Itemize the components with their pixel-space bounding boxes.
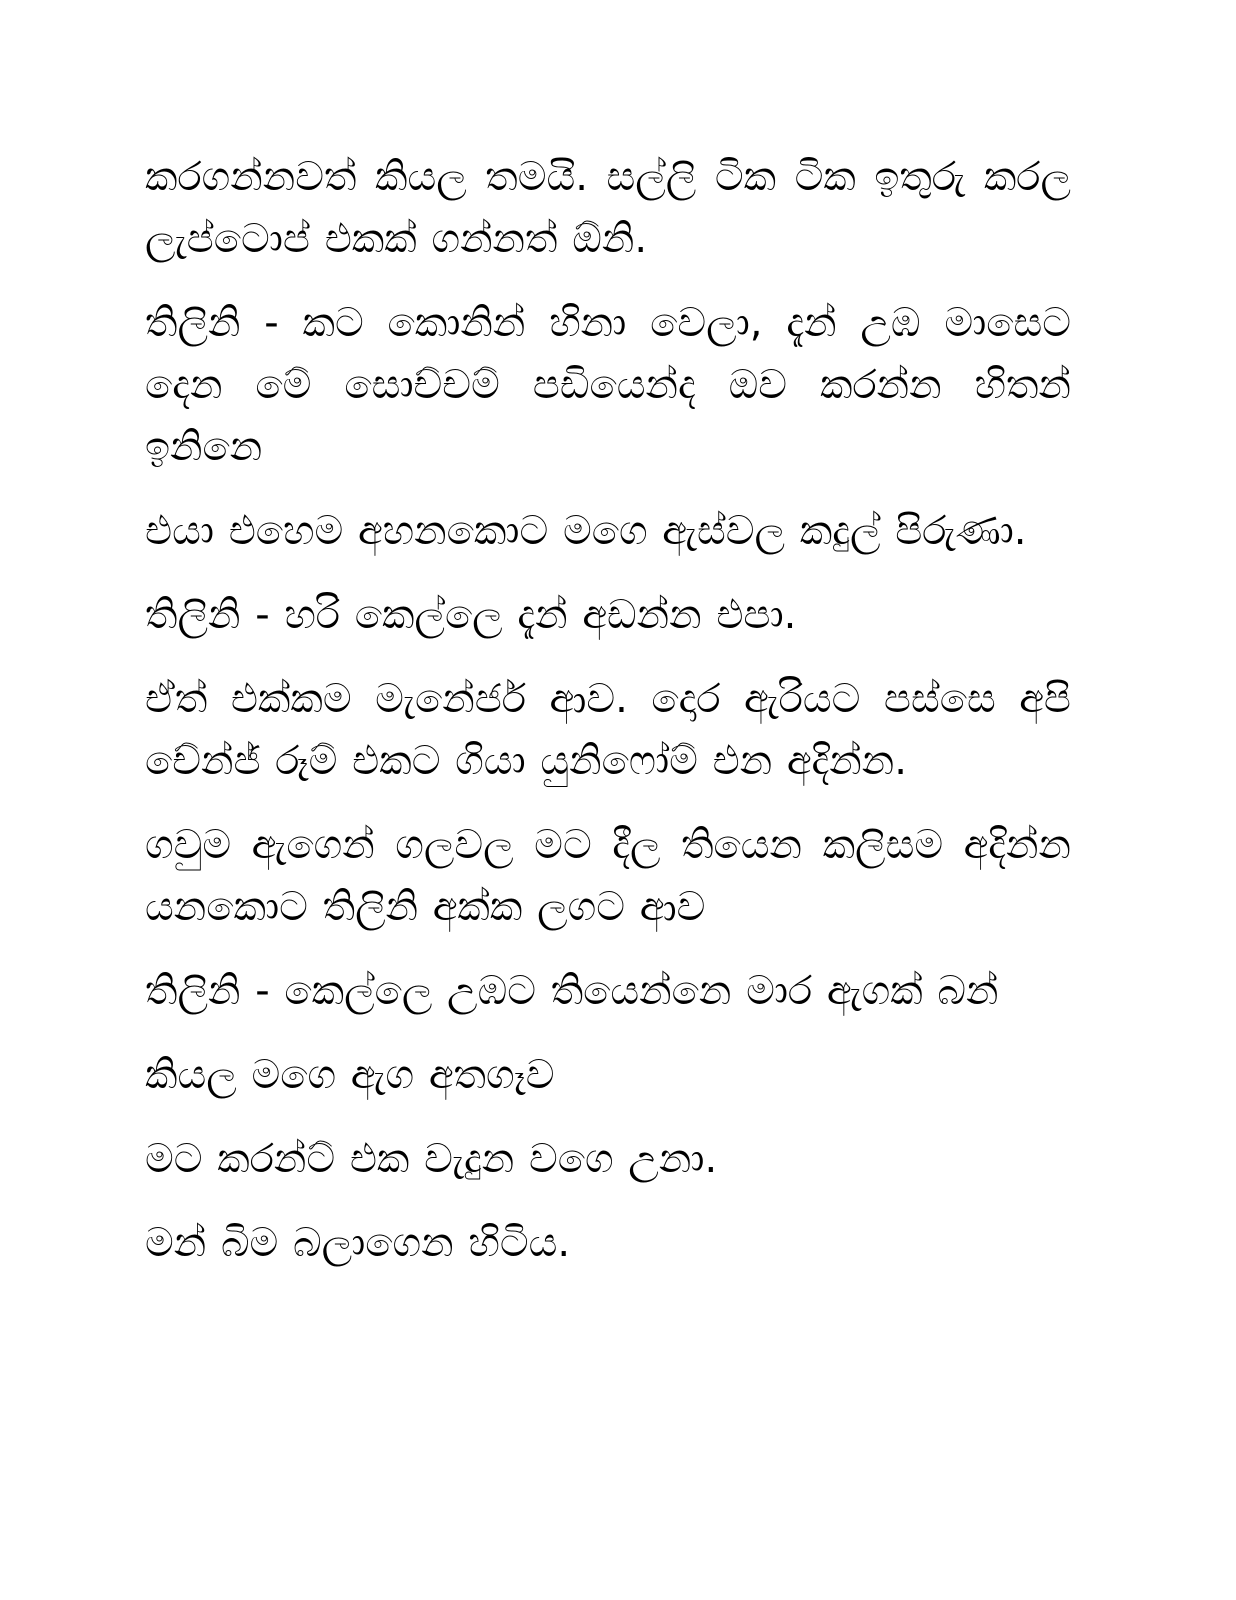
paragraph: එයා එහෙම අහනකොට මගෙ ඇස්වල කදුල් පිරුණා.: [145, 508, 1027, 554]
paragraph: මන් බිම බලාගෙන හිටිය.: [145, 1220, 571, 1266]
body-text: [145, 146, 1071, 1296]
paragraph: කියල මගෙ ඇග අතගෑව: [145, 1052, 555, 1098]
paragraph: මට කරන්ට් එක වැදුන වගෙ උනා.: [145, 1136, 718, 1182]
paragraph: කරගන්නවත් කියල තමයි. සල්ලි ටික ටික ඉතුරු කරල ලැප්ටොප් එකක් ගන්නත් ඕනි.: [145, 154, 1071, 262]
paragraph: තිලිනි - කෙල්ලෙ උඹට තියෙන්නෙ මාර ඇගක් බන්: [145, 968, 999, 1014]
paragraph: ගවුම ඇගෙන් ගලවල මට දීල තියෙන කලිසම අදින්න යනකොට තිලිනි අක්ක ලගට ආව: [145, 822, 1071, 930]
paragraph: තිලිනි - කට කොනින් හිනා වෙලා, දැන් උඹ මාසෙට දෙන මේ සොච්චම් පඩියෙන්ද ඔව කරන්න හිතන් ඉනිනෙ: [145, 300, 1071, 470]
paragraph: තිලිනි - හරි කෙල්ලෙ දැන් අඩන්න එපා.: [145, 592, 797, 638]
paragraph: ඒත් එක්කම මැනේජර් ආව. දොර ඇරියට පස්සෙ අපි චේන්ජ් රූම් එකට ගියා යුනිෆෝම් එන අදින්න.: [145, 676, 1071, 784]
